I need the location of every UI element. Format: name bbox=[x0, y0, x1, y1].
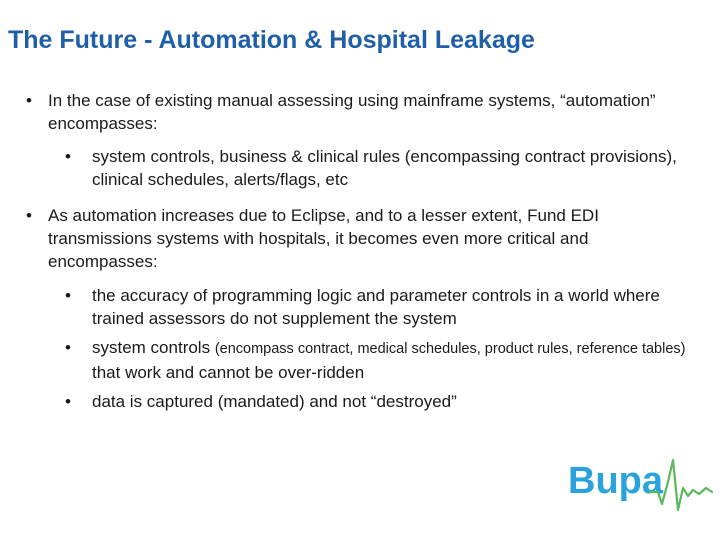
bullet-icon: • bbox=[65, 147, 71, 166]
bullet-icon: • bbox=[65, 286, 71, 305]
sub-bullet-text-small: (encompass contract, medical schedules, product rules, reference tables) bbox=[214, 341, 686, 357]
logo-text: Bupa bbox=[568, 460, 663, 502]
sub-bullet-text: data is captured (mandated) and not “destroyed” bbox=[92, 392, 457, 411]
heartbeat-line bbox=[650, 460, 712, 510]
sub-bullet-text-part: that work and cannot be over-ridden bbox=[92, 363, 365, 382]
sub-bullet-text bbox=[92, 336, 692, 384]
sub-bullet-text: the accuracy of programming logic and parameter controls in a world where trained assessors do not supplement the system bbox=[92, 286, 660, 328]
sub-bullet-text: system controls, business & clinical rules (encompassing contract provisions), clinical schedules, alerts/flags, etc bbox=[92, 147, 677, 189]
bullet-icon: • bbox=[65, 338, 71, 357]
heartbeat-icon bbox=[562, 452, 718, 522]
bupa-logo bbox=[562, 452, 718, 522]
bullet-icon: • bbox=[26, 206, 32, 225]
bullet-text: As automation increases due to Eclipse, and to a lesser extent, Fund EDI transmissions systems with hospitals, it becomes even more critical and encompasses: bbox=[48, 206, 599, 271]
sub-bullet-text-part: system controls bbox=[92, 338, 215, 357]
bullet-icon: • bbox=[65, 392, 71, 411]
bullet-icon: • bbox=[26, 91, 32, 110]
slide-title: The Future - Automation & Hospital Leakage bbox=[8, 26, 535, 54]
bullet-text: In the case of existing manual assessing using mainframe systems, “automation” encompasses: bbox=[48, 91, 656, 133]
